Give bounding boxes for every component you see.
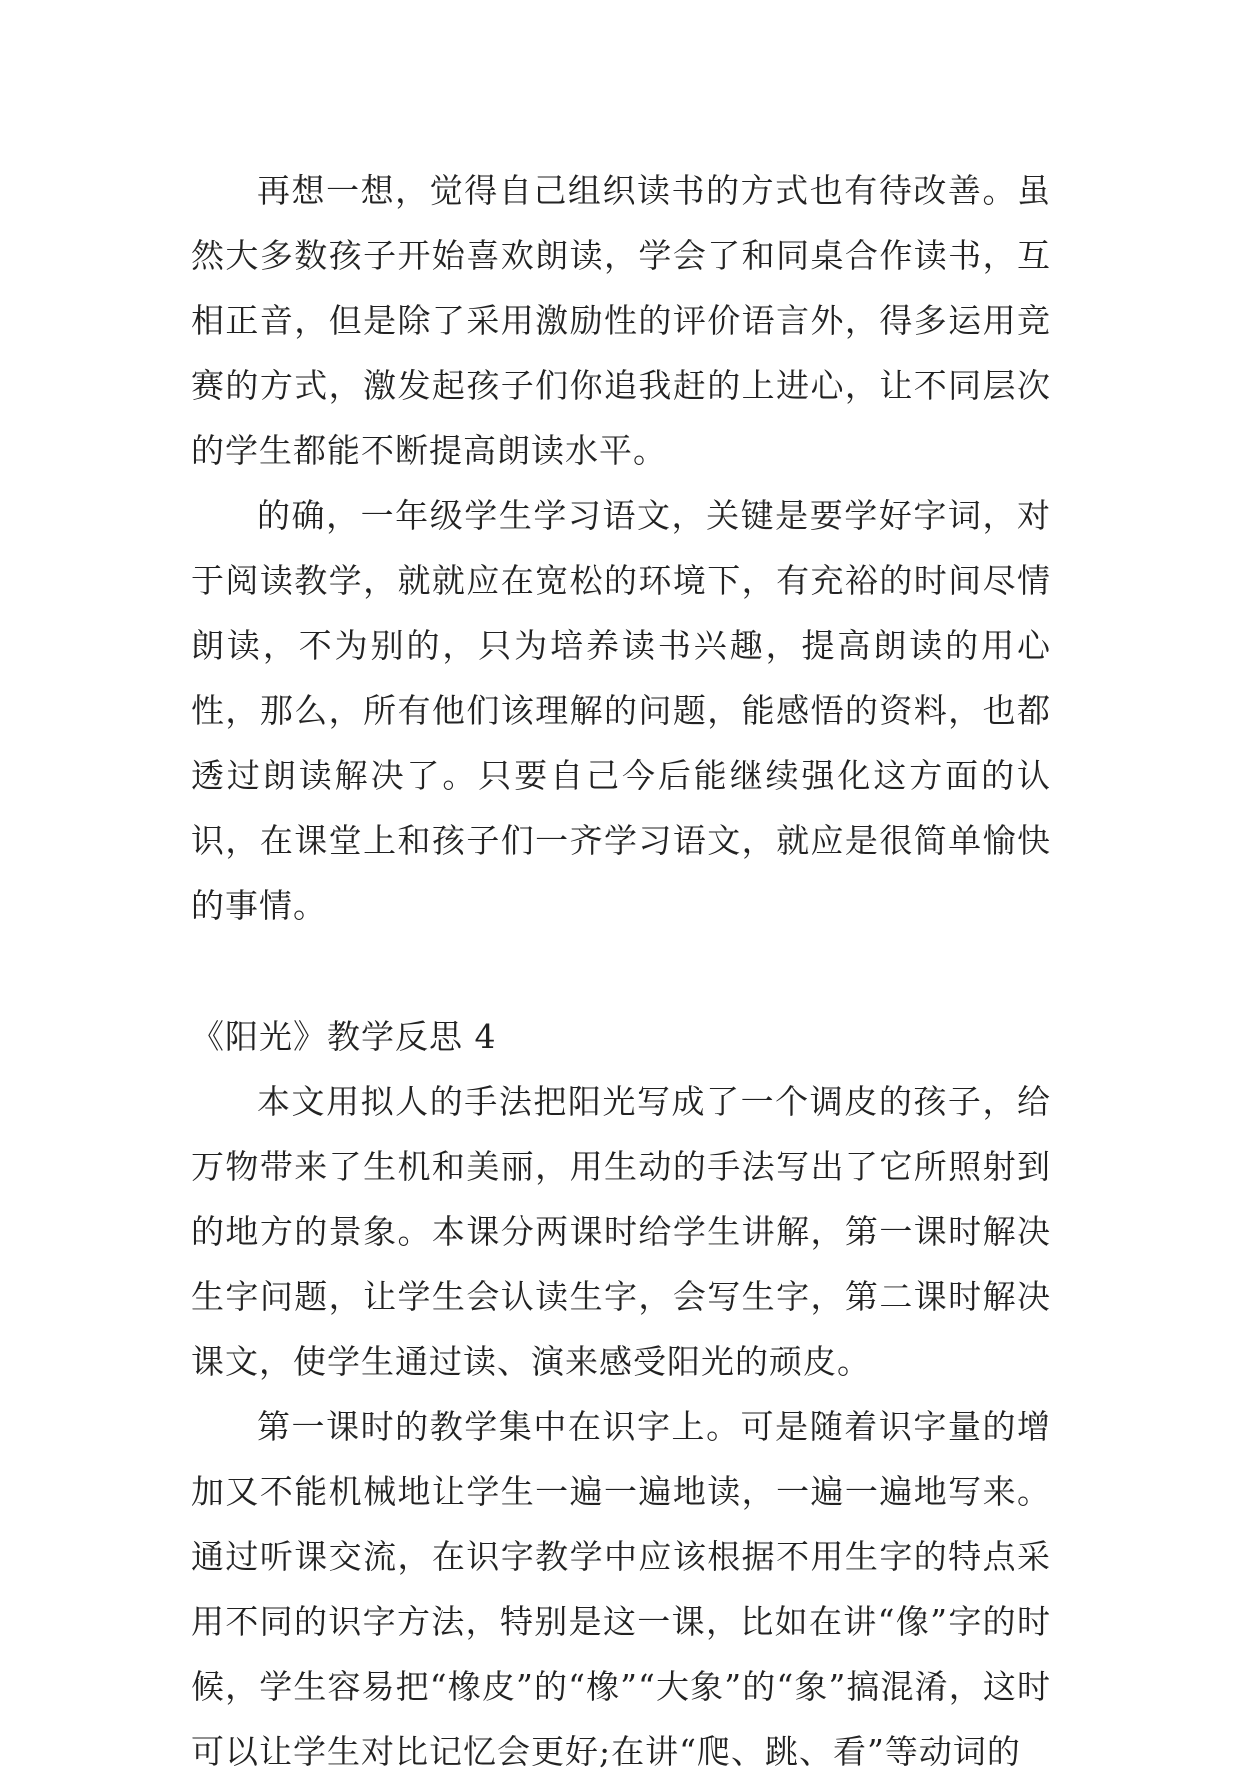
paragraph-first-lesson: 第一课时的教学集中在识字上。可是随着识字量的增加又不能机械地让学生一遍一遍地读，一遍一遍地写来。通过听课交流，在识字教学中应该根据不用生字的特点采用不同的识字方法，特别是这一课，比如在讲“像”字的时候，学生容易把“橡皮”的“橡”“大象”的“象”搞混淆，这时可以让学生对比记忆会更好;在讲“爬、跳、看”等动词的 [191, 1407, 1051, 1771]
paragraph-reading-methods: 再想一想，觉得自己组织读书的方式也有待改善。虽然大多数孩子开始喜欢朗读，学会了和同桌合作读书，互相正音，但是除了采用激励性的评价语言外，得多运用竞赛的方式，激发起孩子们你追我赶的上进心，让不同层次的学生都能不断提高朗读水平。 [191, 171, 1051, 470]
section-title: 《阳光》教学反思 4 [191, 1017, 497, 1056]
document-body [191, 158, 1051, 1784]
paragraph-grade-one-chinese: 的确，一年级学生学习语文，关键是要学好字词，对于阅读教学，就就应在宽松的环境下，有充裕的时间尽情朗读，不为别的，只为培养读书兴趣，提高朗读的用心性，那么，所有他们该理解的问题，能感悟的资料，也都透过朗读解决了。只要自己今后能继续强化这方面的认识，在课堂上和孩子们一齐学习语文，就应是很简单愉快的事情。 [191, 496, 1051, 925]
paragraph-sunshine-intro: 本文用拟人的手法把阳光写成了一个调皮的孩子，给万物带来了生机和美丽，用生动的手法写出了它所照射到的地方的景象。本课分两课时给学生讲解，第一课时解决生字问题，让学生会认读生字，会写生字，第二课时解决课文，使学生通过读、演来感受阳光的顽皮。 [191, 1082, 1051, 1381]
